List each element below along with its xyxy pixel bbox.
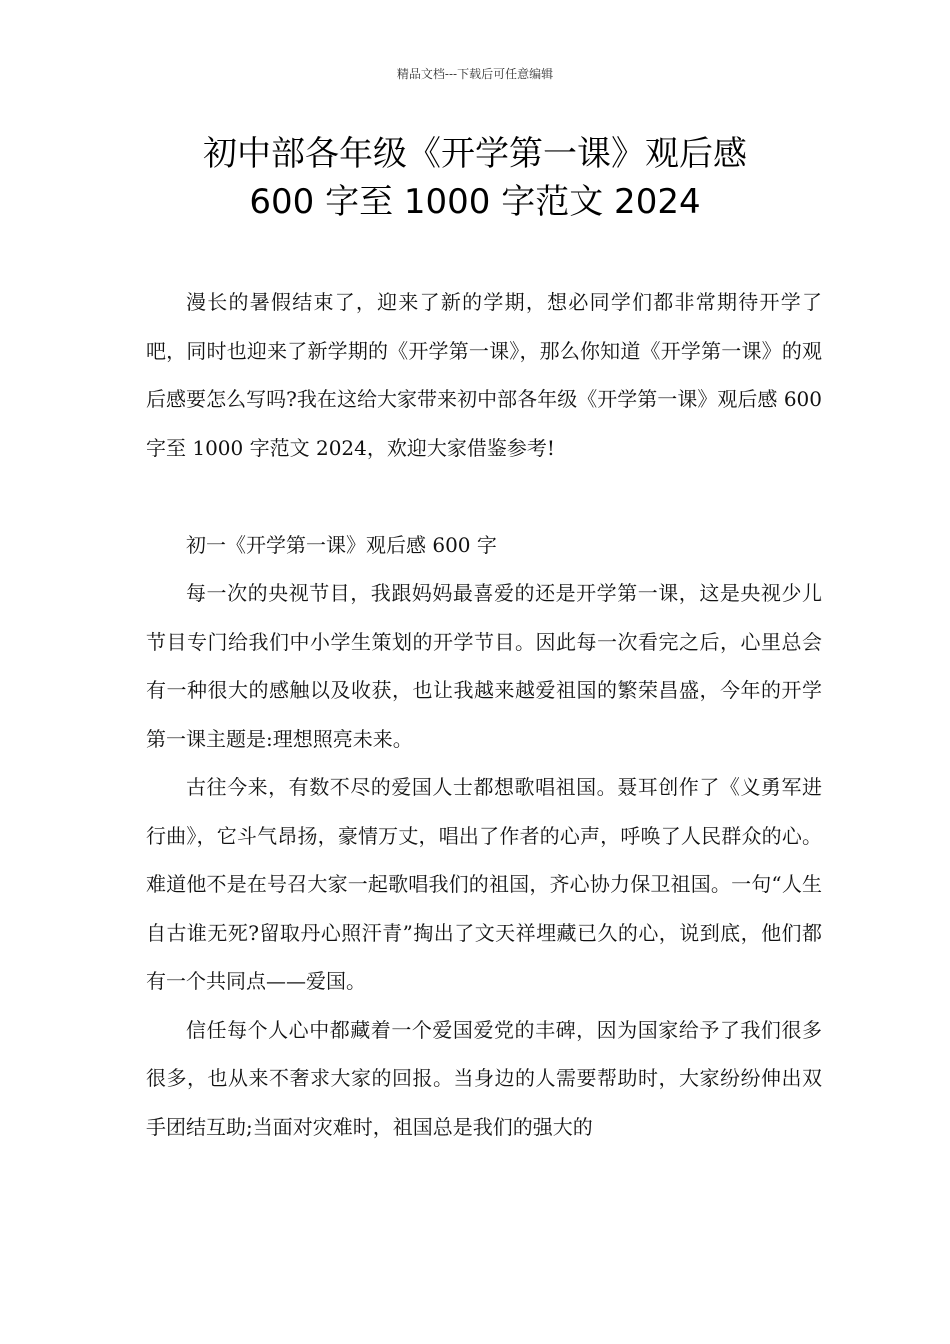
- body-paragraph: 古往今来，有数不尽的爱国人士都想歌唱祖国。聂耳创作了《义勇军进行曲》，它斗气昂扬，豪情万丈，唱出了作者的心声，呼唤了人民群众的心。难道他不是在号召大家一起歌唱我们的祖国，齐心协力保卫祖国。一句“人生自古谁无死?留取丹心照汗青”掏出了文天祥埋藏已久的心，说到底，他们都有一个共同点——爱国。: [146, 775, 822, 993]
- header-note: 精品文档---下载后可任意编辑: [396, 67, 554, 81]
- page-title: [0, 130, 950, 226]
- body-paragraph: 每一次的央视节目，我跟妈妈最喜爱的还是开学第一课，这是央视少儿节目专门给我们中小学生策划的开学节目。因此每一次看完之后，心里总会有一种很大的感触以及收获，也让我越来越爱祖国的繁荣昌盛，今年的开学第一课主题是:理想照亮未来。: [146, 581, 822, 751]
- title-line-1: 初中部各年级《开学第一课》观后感: [203, 134, 747, 174]
- document-body: [146, 278, 822, 1151]
- title-line-2: 600 字至 1000 字范文 2024: [249, 182, 701, 222]
- intro-paragraph: 漫长的暑假结束了，迎来了新的学期，想必同学们都非常期待开学了吧，同时也迎来了新学期的《开学第一课》，那么你知道《开学第一课》的观后感要怎么写吗?我在这给大家带来初中部各年级《开学第一课》观后感 600 字至 1000 字范文 2024，欢迎大家借鉴参考!: [146, 290, 822, 460]
- body-paragraph: 信任每个人心中都藏着一个爱国爱党的丰碑，因为国家给予了我们很多很多，也从来不奢求大家的回报。当身边的人需要帮助时，大家纷纷伸出双手团结互助;当面对灾难时，祖国总是我们的强大的: [146, 1017, 822, 1139]
- section-heading: 初一《开学第一课》观后感 600 字: [186, 532, 497, 557]
